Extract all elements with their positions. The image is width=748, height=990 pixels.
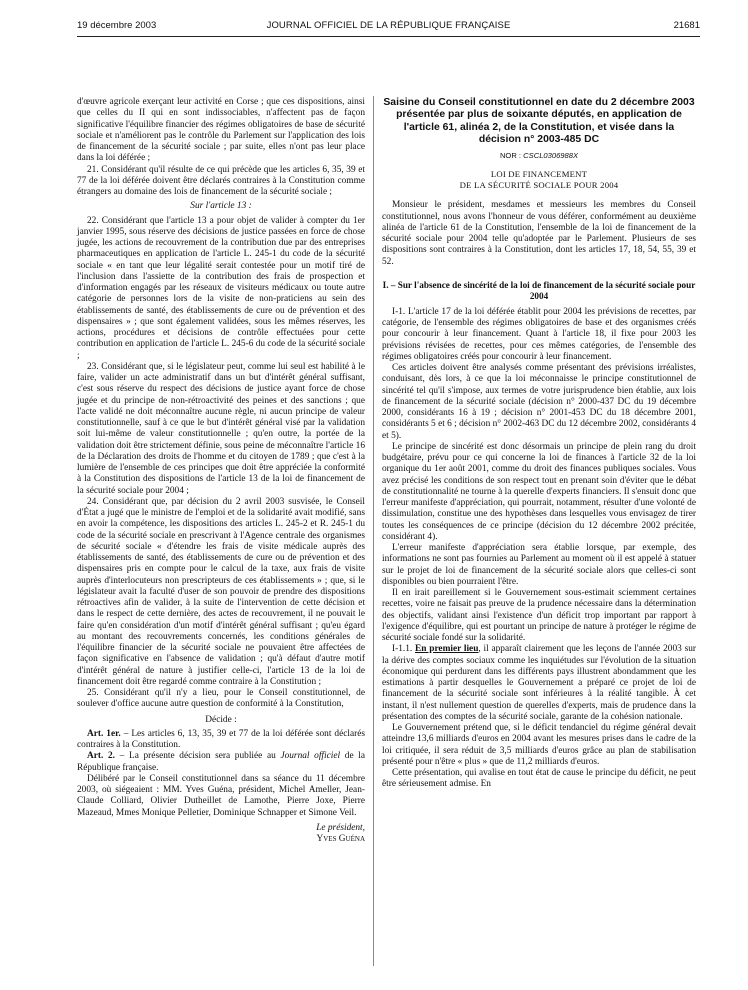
article-2-text-a: – La présente décision sera publiée au bbox=[115, 751, 281, 762]
nor-line bbox=[382, 150, 696, 161]
paragraph-i4: L'erreur manifeste d'appréciation sera établie lorsque, par exemple, des informations ne sont pas fournies au Parlement au moment où il est appelé à statuer sur le projet de loi de financement de la sécurité sociale alors que celles-ci sont disponibles ou bien pourraient l'être. bbox=[382, 543, 696, 587]
right-column bbox=[382, 97, 696, 791]
paragraph-i6-text: , il apparaît clairement que les leçons de l'année 2003 sur la dérive des comptes sociaux comme les inquiétudes sur l'évolution de la situation économique qui perdurent dans les différents pays illustrent abondamment que les estimations à partir desquelles le Gouvernement a préparé ce projet de loi de financement de la sécurité sociale sont inférieures à la réalité tangible. À cet instant, il n'est nullement question de querelles d'experts, mais de prudence dans la présentation des comptes de la sécurité sociale, garante de la cohésion nationale. bbox=[382, 644, 696, 722]
loi-title-line2: DE LA SÉCURITÉ SOCIALE POUR 2004 bbox=[459, 179, 619, 190]
saisine-title: Saisine du Conseil constitutionnel en date du 2 décembre 2003 présentée par plus de soixante députés, en application de l'article 61, alinéa 2, de la Constitution, et visée dans la décision n° 2003-485 DC bbox=[383, 97, 695, 145]
loi-title bbox=[382, 169, 696, 190]
intro-paragraph: Monsieur le président, mesdames et messieurs les membres du Conseil constitutionnel, nous avons l'honneur de vous déférer, conformément au deuxième alinéa de l'article 61 de la Constitution, l'ensemble de la loi de financement de la sécurité sociale pour 2004 telle qu'adoptée par le Parlement. Plusieurs de ses dispositions sont contraires à la Constitution, dont les articles 17, 18, 54, 55, 39 et 52. bbox=[382, 200, 696, 267]
paragraph-i8: Cette présentation, qui avalise en tout état de cause le principe du déficit, ne peut être sérieusement admise. En bbox=[382, 768, 696, 790]
paragraph-22: 22. Considérant que l'article 13 a pour objet de valider à compter du 1er janvier 1995, sous réserve des décisions de justice passées en force de chose jugée, les actions de recouvrement de la contribution due par des entreprises pharmaceutiques en application de l'article L. 245-1 du code de la sécurité sociale « en tant que leur légalité serait contestée pour un motif tiré de l'inclusion dans l'assiette de la contribution des frais de prospection et d'information engagés par les réseaux de visiteurs médicaux ou toute autre catégorie de personnes lors de la visite de non-praticiens au sein des établissements de santé, des établissements de cure ou de prévention et des dispensaires » ; que sont également validées, sous les mêmes réserves, les actions, procédures et décisions de contrôle effectuées pour cette contribution en application de l'article L. 245-6 du code de la sécurité sociale ; bbox=[77, 215, 365, 361]
paragraph-i2: Ces articles doivent être analysés comme présentant des prévisions irréalistes, conduisant, dès lors, à ce que la loi méconnaisse le principe constitutionnel de sincérité tel qu'il s'impose, aux termes de votre jurisprudence bien établie, aux lois de financement de la sécurité sociale (décision n° 2000-437 DC du 19 décembre 2000, considérants 16 à 19 ; décision n° 2001-453 DC du 18 décembre 2001, considérants 5 et 6 ; décision n° 2002-463 DC du 12 décembre 2002, considérants 4 et 5). bbox=[382, 363, 696, 441]
paragraph-i5: Il en irait pareillement si le Gouvernement sous-estimait sciemment certaines recettes, voire ne faisait pas preuve de la prudence nécessaire dans la détermination des objectifs, validant ainsi l'existence d'un déficit trop important par rapport à l'exigence d'équilibre, qui est pourtant un principe de nature à protéger le régime de sécurité sociale fondé sur la solidarité. bbox=[382, 588, 696, 644]
article-2 bbox=[77, 751, 365, 774]
sub-heading-article-13: Sur l'article 13 : bbox=[190, 201, 252, 212]
left-column bbox=[77, 97, 365, 845]
paragraph-25: 25. Considérant qu'il n'y a lieu, pour le Conseil constitutionnel, de soulever d'office aucune autre question de conformité à la Constitution, bbox=[77, 688, 365, 710]
article-2-journal: Journal officiel bbox=[280, 751, 341, 762]
article-1-text: – Les articles 6, 13, 35, 39 et 77 de la loi déférée sont déclarés contraires à la Constitution. bbox=[77, 728, 366, 750]
paragraph-i7: Le Gouvernement prétend que, si le déficit tendanciel du régime général devait atteindre 13,6 milliards d'euros en 2004 avant les mesures prises dans le cadre de la loi critiquée, il sera réduit de 3,5 milliards d'euros grâce au plan de stabilisation présenté pour n'être « plus » que de 11,2 milliards d'euros. bbox=[382, 723, 696, 767]
paragraph-i6-emphasis: En premier lieu bbox=[415, 644, 479, 655]
article-1-label: Art. 1er. bbox=[87, 728, 121, 739]
decide-heading: Décide : bbox=[205, 714, 237, 725]
loi-title-line1: LOI DE FINANCEMENT bbox=[490, 169, 588, 180]
paragraph-i6 bbox=[382, 644, 696, 723]
journal-title: JOURNAL OFFICIEL DE LA RÉPUBLIQUE FRANÇAISE bbox=[266, 20, 511, 31]
column-divider bbox=[373, 96, 374, 966]
article-1 bbox=[77, 729, 365, 752]
paragraph-i1: I-1. L'article 17 de la loi déférée établit pour 2004 les prévisions de recettes, par catégorie, de l'ensemble des régimes obligatoires de base et des organismes créés pour concourir à leur financement. Quant à l'article 18, il fixe pour 2003 les prévisions révisées de recettes, pour ces mêmes catégories, de l'ensemble des régimes obligatoires créés pour concourir à leur financement. bbox=[382, 306, 696, 362]
signature-name: Yves Guéna bbox=[316, 834, 365, 844]
paragraph-23: 23. Considérant que, si le législateur peut, comme lui seul est habilité à le faire, valider un acte administratif dans un but d'intérêt général suffisant, c'est sous réserve du respect des décisions de justice ayant force de chose jugée et du principe de non-rétroactivité des peines et des sanctions ; que l'acte validé ne doit méconnaître aucune règle, ni aucun principe de valeur constitutionnelle, sauf à ce que le but d'intérêt général visé par la validation soit lui-même de valeur constitutionnelle ; qu'en outre, la portée de la validation doit être strictement définie, sous peine de méconnaître l'article 16 de la Déclaration des droits de l'homme et du citoyen de 1789 ; que c'est à la lumière de l'ensemble de ces principes que doit être appréciée la conformité à la Constitution des dispositions de l'article 13 de la loi de financement de la sécurité sociale pour 2004 ; bbox=[77, 361, 365, 496]
paragraph-i6-number: I-1.1. bbox=[392, 644, 416, 655]
nor-label: NOR : bbox=[499, 151, 524, 161]
paragraph-21: 21. Considérant qu'il résulte de ce qui précède que les articles 6, 35, 39 et 77 de la loi déférée doivent être déclarés contraires à la Constitution comme étrangers au domaine des lois de financement de la sécurité sociale ; bbox=[77, 164, 365, 197]
paragraph-24: 24. Considérant que, par décision du 2 avril 2003 susvisée, le Conseil d'État a jugé que le ministre de l'emploi et de la solidarité avait modifié, sans en avoir la compétence, les dispositions des articles L. 245-2 et R. 245-1 du code de la sécurité sociale en prescrivant à l'Agence centrale des organismes de sécurité sociale « d'étendre les frais de visite médicale auprès des établissements de santé, des établissements de cure ou de prévention et des dispensaires pris en compte pour le calcul de la taxe, aux frais de visite auprès d'interlocuteurs non prescripteurs de ces établissements » ; que, si le législateur avait la faculté d'user de son pouvoir de prendre des dispositions rétroactives afin de valider, à la suite de l'intervention de cette décision et dans le respect de cette dernière, des actes de recouvrement, il ne pouvait le faire qu'en considération d'un motif d'intérêt général suffisant ; qu'eu égard au montant des recouvrements concernés, les conditions générales de l'équilibre financier de la sécurité sociale ne pouvaient être affectées de façon significative en l'absence de validation ; qu'à défaut d'autre motif d'intérêt général de nature à justifier celle-ci, l'article 13 de la loi de financement doit être regardé comme contraire à la Constitution ; bbox=[77, 496, 365, 687]
section-title: I. – Sur l'absence de sincérité de la loi de financement de la sécurité sociale pour 2004 bbox=[382, 279, 696, 301]
paragraph-intro: d'œuvre agricole exerçant leur activité en Corse ; que ces dispositions, ainsi que celles du II qui en sont indissociables, n'affectent pas de façon significative l'équilibre financier des régimes obligatoires de base de sécurité sociale et n'améliorent pas le contrôle du Parlement sur l'application des lois de financement de la sécurité sociale ; par suite, elles n'ont pas leur place dans la loi déférée ; bbox=[77, 97, 365, 164]
page-header bbox=[77, 20, 700, 34]
deliberation: Délibéré par le Conseil constitutionnel dans sa séance du 11 décembre 2003, où siégeaient : MM. Yves Guéna, président, Michel Ameller, Jean-Claude Colliard, Olivier Dutheillet de Lamothe, Pierre Joxe, Pierre Mazeaud, Mmes Monique Pelletier, Dominique Schnapper et Simone Veil. bbox=[77, 773, 365, 818]
nor-code: CSCL0306988X bbox=[523, 151, 579, 161]
signature-role: Le président, bbox=[316, 822, 365, 833]
header-date: 19 décembre 2003 bbox=[77, 20, 157, 31]
article-2-text-b: de la République française. bbox=[77, 751, 365, 773]
article-2-label: Art. 2. bbox=[87, 751, 116, 762]
page-number: 21681 bbox=[673, 20, 700, 31]
paragraph-i3: Le principe de sincérité est donc désormais un principe de plein rang du droit budgétaire, prévu pour ce qui concerne la loi de finances à l'article 32 de la loi organique du 1er août 2001, comme du droit des finances publiques sociales. Vous avez précisé les conditions de son respect tout en prenant soin d'éviter que le débat de constitutionnalité ne tourne à la querelle d'experts financiers. Il s'ensuit donc que l'erreur manifeste d'appréciation, qui pourrait, notamment, résulter d'une volonté de dissimulation, constitue une des hypothèses dans lesquelles vous envisagez de tirer toutes les conséquences de ce principe (décision du 12 décembre 2002 précitée, considérant 4). bbox=[382, 441, 696, 542]
header-rule bbox=[77, 36, 700, 37]
